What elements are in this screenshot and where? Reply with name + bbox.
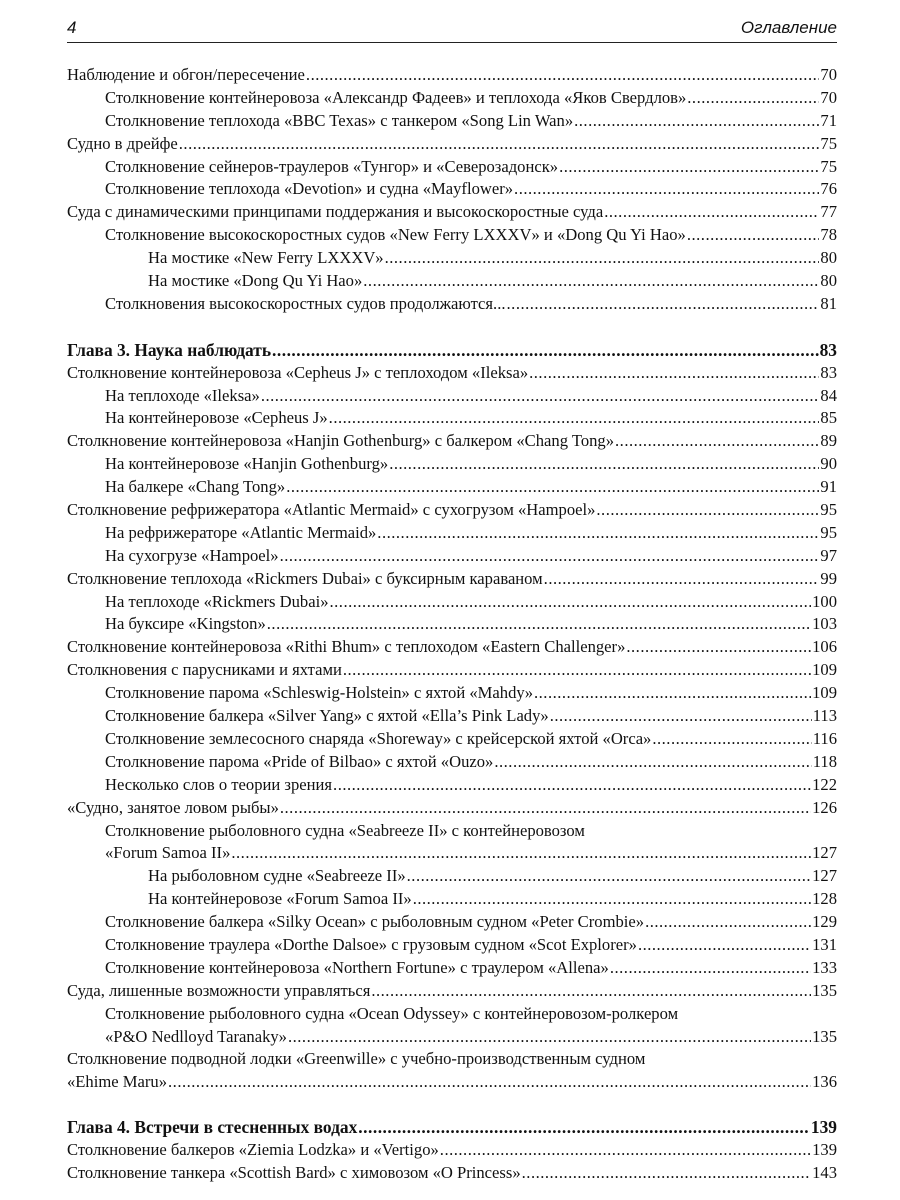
leader-dots (440, 1139, 811, 1162)
entry-title: На сухогрузе «Hampoel» (105, 545, 279, 565)
entry-page: 95 (820, 500, 837, 520)
toc-entry[interactable] (67, 705, 837, 728)
leader-dots (652, 728, 811, 751)
leader-dots (168, 1071, 811, 1094)
entry-page: 99 (820, 568, 837, 588)
entry-page: 129 (812, 912, 837, 932)
entry-title: Столкновение балкера «Silver Yang» с яхтой «Ella’s Pink Lady» (105, 706, 549, 726)
entry-page: 83 (820, 362, 837, 382)
leader-dots (267, 613, 811, 636)
toc-chapter-3[interactable] (67, 339, 837, 362)
entry-title: «Forum Samoa II» (105, 843, 231, 863)
leader-dots (638, 934, 811, 957)
toc-entry[interactable] (67, 110, 837, 133)
leader-dots (389, 453, 819, 476)
entry-title: «Ehime Maru» (67, 1072, 168, 1092)
entry-title: Столкновение контейнеровоза «Александр Фадеев» и теплохода «Яков Свердлов» (105, 87, 687, 107)
toc-section-c (67, 1139, 837, 1185)
toc-entry[interactable] (67, 201, 837, 224)
toc-entry[interactable] (67, 751, 837, 774)
toc-entry[interactable] (67, 636, 837, 659)
entry-page: 85 (820, 408, 837, 428)
toc-entry[interactable] (67, 728, 837, 751)
entry-title: На теплоходе «Rickmers Dubai» (105, 591, 329, 611)
entry-title: На рефрижераторе «Atlantic Mermaid» (105, 522, 377, 542)
toc-entry[interactable] (67, 362, 837, 385)
chapter-title: Глава 4. Встречи в стесненных водах (67, 1117, 358, 1138)
entry-page: 80 (820, 271, 837, 291)
toc-entry[interactable] (67, 224, 837, 247)
leader-dots (179, 133, 820, 156)
entry-title: На рыболовном судне «Seabreeze II» (148, 866, 406, 886)
entry-title: Столкновение рыболовного судна «Seabreeze II» с контейнеровозом (105, 820, 585, 840)
entry-page: 109 (812, 683, 837, 703)
toc-entry[interactable] (67, 934, 837, 957)
entry-page: 78 (820, 225, 837, 245)
leader-dots (343, 659, 811, 682)
entry-page: 91 (820, 477, 837, 497)
toc-entry[interactable] (67, 178, 837, 201)
toc-entry[interactable] (67, 911, 837, 934)
entry-title: На контейнеровозе «Cepheus J» (105, 408, 328, 428)
entry-page: 133 (812, 957, 837, 977)
leader-dots (550, 705, 812, 728)
entry-title: Столкновение землесосного снаряда «Shoreway» с крейсерской яхтой «Orca» (105, 728, 652, 748)
leader-dots (371, 980, 811, 1003)
leader-dots (529, 362, 819, 385)
entry-page: 113 (812, 706, 837, 726)
entry-title: Столкновение парома «Pride of Bilbao» с яхтой «Ouzo» (105, 751, 494, 771)
toc-entry[interactable] (67, 1139, 837, 1162)
chapter-title: Глава 3. Наука наблюдать (67, 339, 272, 360)
leader-dots (333, 774, 811, 797)
entry-page: 109 (812, 660, 837, 680)
entry-title: Столкновение сейнеров-траулеров «Тунгор» и «Северозадонск» (105, 156, 559, 176)
entry-page: 122 (812, 774, 837, 794)
leader-dots (385, 247, 820, 270)
entry-title: Столкновение рефрижератора «Atlantic Mermaid» с сухогрузом «Hampoel» (67, 500, 596, 520)
toc-entry[interactable] (67, 522, 837, 545)
toc-entry[interactable] (67, 247, 837, 270)
entry-page: 135 (812, 1026, 837, 1046)
leader-dots (534, 682, 811, 705)
toc-entry[interactable] (67, 797, 837, 820)
entry-title: Столкновение теплохода «Devotion» и судна «Mayflower» (105, 179, 514, 199)
entry-page: 139 (812, 1140, 837, 1160)
entry-page: 75 (820, 156, 837, 176)
entry-page: 97 (820, 545, 837, 565)
leader-dots (286, 476, 819, 499)
toc-entry[interactable] (67, 980, 837, 1003)
entry-title: Столкновение рыболовного судна «Ocean Odyssey» с контейнеровозом-ролкером (105, 1003, 679, 1023)
toc-entry[interactable] (67, 591, 837, 614)
toc-section-b (67, 362, 837, 1095)
leader-dots (363, 270, 819, 293)
leader-dots (610, 957, 811, 980)
running-title: Оглавление (740, 18, 837, 37)
entry-title: Столкновение контейнеровоза «Northern Fortune» с траулером «Allena» (105, 957, 609, 977)
entry-page: 127 (812, 843, 837, 863)
entry-page: 95 (820, 522, 837, 542)
entry-title: На буксире «Kingston» (105, 614, 266, 634)
toc-entry[interactable] (67, 453, 837, 476)
entry-page: 143 (812, 1162, 837, 1182)
toc-entry[interactable] (67, 682, 837, 705)
chapter-page: 83 (819, 339, 837, 360)
toc-entry[interactable] (67, 957, 837, 980)
toc-entry[interactable] (67, 385, 837, 408)
leader-dots (288, 1026, 811, 1049)
entry-page: 128 (812, 889, 837, 909)
toc-entry[interactable] (67, 133, 837, 156)
entry-page: 71 (820, 110, 837, 130)
entry-title: На теплоходе «Ileksa» (105, 385, 260, 405)
entry-title: Столкновение контейнеровоза «Cepheus J» с теплоходом «Ileksa» (67, 362, 529, 382)
spacer (67, 1094, 837, 1116)
leader-dots (329, 407, 820, 430)
leader-dots (604, 201, 819, 224)
leader-dots (645, 911, 811, 934)
toc-entry[interactable] (67, 659, 837, 682)
leader-dots (280, 545, 820, 568)
toc-entry[interactable] (67, 568, 837, 591)
leader-dots (358, 1116, 810, 1139)
toc-entry[interactable] (67, 842, 837, 865)
entry-title: «Судно, занятое ловом рыбы» (67, 797, 279, 817)
page-number: 4 (67, 18, 77, 37)
entry-page: 70 (820, 65, 837, 84)
entry-title: Столкновение контейнеровоза «Rithi Bhum» с теплоходом «Eastern Challenger» (67, 637, 626, 657)
entry-page: 100 (812, 591, 837, 611)
entry-page: 75 (820, 133, 837, 153)
entry-title: Столкновение высокоскоростных судов «New Ferry LXXXV» и «Dong Qu Yi Hao» (105, 225, 686, 245)
entry-page: 76 (820, 179, 837, 199)
leader-dots (377, 522, 819, 545)
toc-entry[interactable] (67, 430, 837, 453)
entry-title: На мостике «New Ferry LXXXV» (148, 248, 384, 268)
entry-title: Столкновение подводной лодки «Greenwille» с учебно-производственным судном (67, 1049, 646, 1069)
entry-title: На балкере «Chang Tong» (105, 477, 286, 497)
spacer (67, 316, 837, 339)
table-of-contents (67, 64, 837, 1185)
entry-page: 116 (812, 728, 837, 748)
entry-title: Столкновение теплохода «BBC Texas» с танкером «Song Lin Wan» (105, 110, 574, 130)
entry-page: 136 (812, 1072, 837, 1092)
toc-section-a (67, 64, 837, 316)
toc-entry[interactable] (67, 156, 837, 179)
entry-title: Суда, лишенные возможности управляться (67, 980, 371, 1000)
leader-dots (574, 110, 819, 133)
entry-title: Столкновение парома «Schleswig-Holstein» с яхтой «Mahdy» (105, 683, 533, 703)
toc-entry[interactable] (67, 888, 837, 911)
entry-page: 106 (812, 637, 837, 657)
leader-dots (272, 339, 819, 362)
running-header (67, 14, 837, 43)
leader-dots (522, 1162, 811, 1185)
leader-dots (544, 568, 820, 591)
leader-dots (407, 865, 811, 888)
leader-dots (687, 87, 819, 110)
toc-entry[interactable] (67, 545, 837, 568)
entry-title: «P&O Nedlloyd Taranaky» (105, 1026, 287, 1046)
entry-title: Столкновение траулера «Dorthe Dalsoe» с грузовым судном «Scot Explorer» (105, 934, 637, 954)
entry-title: На контейнеровозе «Forum Samoa II» (148, 889, 412, 909)
entry-title: Наблюдение и обгон/пересечение (67, 65, 305, 84)
leader-dots (514, 178, 819, 201)
toc-entry[interactable] (67, 820, 837, 843)
leader-dots (687, 224, 820, 247)
leader-dots (615, 430, 819, 453)
entry-page: 135 (812, 980, 837, 1000)
toc-entry[interactable] (67, 613, 837, 636)
leader-dots (507, 293, 820, 316)
entry-title: Столкновение танкера «Scottish Bard» с химовозом «O Princess» (67, 1162, 521, 1182)
entry-page: 80 (820, 248, 837, 268)
toc-entry[interactable] (67, 64, 837, 87)
chapter-page: 139 (810, 1117, 837, 1138)
leader-dots (330, 591, 812, 614)
entry-page: 70 (820, 87, 837, 107)
entry-title: Столкновения высокоскоростных судов продолжаются... (105, 293, 506, 313)
entry-page: 90 (820, 454, 837, 474)
entry-page: 127 (812, 866, 837, 886)
leader-dots (231, 842, 811, 865)
entry-page: 77 (820, 202, 837, 222)
leader-dots (261, 385, 820, 408)
entry-title: Столкновения с парусниками и яхтами (67, 660, 342, 680)
entry-title: Столкновение балкера «Silky Ocean» с рыболовным судном «Peter Crombie» (105, 912, 645, 932)
toc-entry[interactable] (67, 293, 837, 316)
toc-entry[interactable] (67, 1048, 837, 1071)
entry-title: Судно в дрейфе (67, 133, 178, 153)
entry-page: 126 (812, 797, 837, 817)
toc-entry[interactable] (67, 87, 837, 110)
toc-entry[interactable] (67, 476, 837, 499)
entry-title: Столкновение теплохода «Rickmers Dubai» с буксирным караваном (67, 568, 543, 588)
toc-entry[interactable] (67, 1071, 837, 1094)
toc-entry[interactable] (67, 1162, 837, 1185)
toc-entry[interactable] (67, 270, 837, 293)
toc-entry[interactable] (67, 865, 837, 888)
leader-dots (413, 888, 811, 911)
leader-dots (626, 636, 811, 659)
entry-title: Столкновение балкеров «Ziemia Lodzka» и «Vertigo» (67, 1140, 439, 1160)
entry-page: 103 (812, 614, 837, 634)
toc-entry[interactable] (67, 407, 837, 430)
entry-title: На контейнеровозе «Hanjin Gothenburg» (105, 454, 389, 474)
entry-page: 84 (820, 385, 837, 405)
leader-dots (494, 751, 811, 774)
entry-page: 118 (812, 751, 837, 771)
entry-title: На мостике «Dong Qu Yi Hao» (148, 271, 363, 291)
entry-page: 89 (820, 431, 837, 451)
entry-title: Столкновение контейнеровоза «Hanjin Gothenburg» с балкером «Chang Tong» (67, 431, 615, 451)
toc-entry[interactable] (67, 499, 837, 522)
entry-page: 81 (820, 293, 837, 313)
leader-dots (559, 156, 819, 179)
toc-entry[interactable] (67, 774, 837, 797)
toc-entry[interactable] (67, 1026, 837, 1049)
toc-entry[interactable] (67, 1003, 837, 1026)
entry-page: 131 (812, 934, 837, 954)
leader-dots (306, 64, 819, 87)
leader-dots (596, 499, 819, 522)
entry-title: Несколько слов о теории зрения (105, 774, 333, 794)
leader-dots (280, 797, 811, 820)
entry-title: Суда с динамическими принципами поддержания и высокоскоростные суда (67, 202, 604, 222)
toc-chapter-4[interactable] (67, 1116, 837, 1139)
